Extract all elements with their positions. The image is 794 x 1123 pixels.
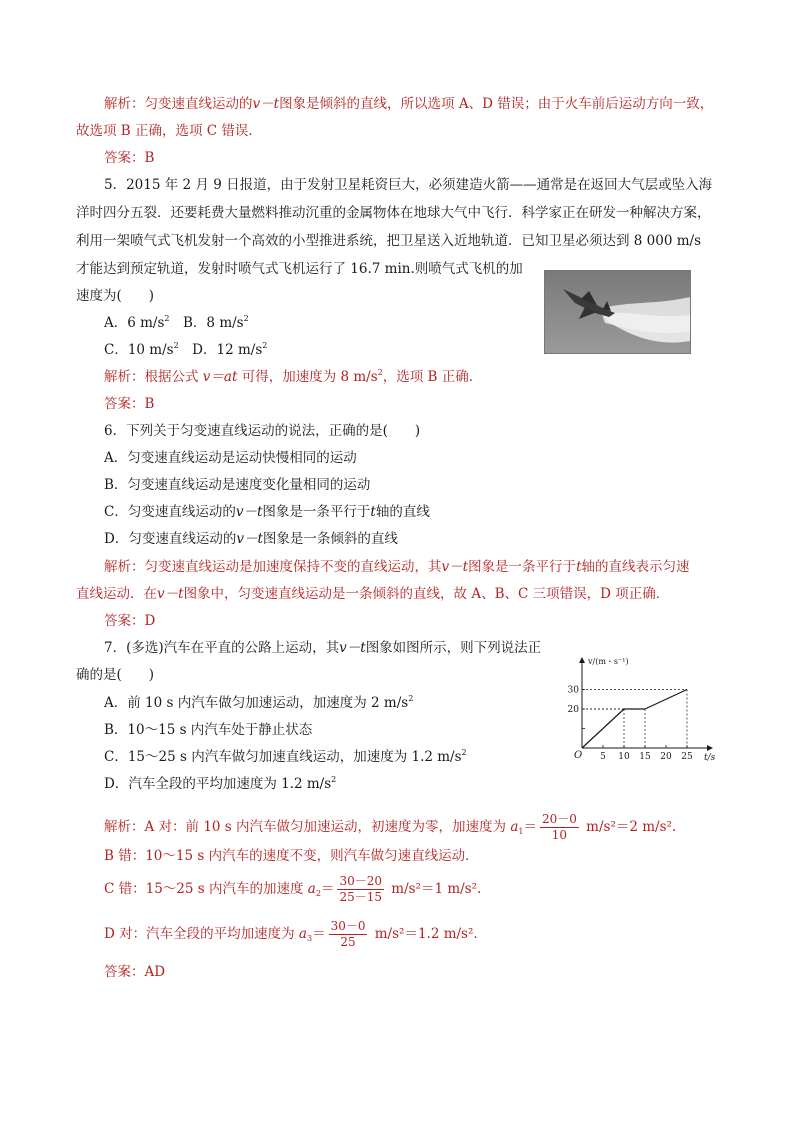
prev-analysis-line2: 故选项 B 正确，选项 C 错误． — [76, 123, 262, 139]
origin-label: O — [574, 750, 583, 761]
text: C．匀变速直线运动的 — [104, 504, 236, 520]
q5-options-ab — [104, 313, 249, 333]
fraction-a — [540, 812, 579, 843]
y-tick-label: 30 — [567, 685, 579, 696]
q6-option-d — [104, 529, 398, 549]
x-tick-label: 25 — [681, 752, 693, 762]
q5-answer: 答案：B — [104, 396, 155, 412]
denominator: 25 — [340, 935, 356, 949]
text: 7．(多选)汽车在平直的公路上运动，其 — [104, 640, 340, 656]
numerator: 30－20 — [339, 874, 382, 888]
q7-option-d — [104, 774, 336, 794]
text: D．匀变速直线运动的 — [104, 531, 237, 547]
q6-option-b: B．匀变速直线运动是速度变化量相同的运动 — [104, 477, 371, 493]
text: 解析：根据公式 — [104, 369, 203, 385]
x-tick-label: 10 — [618, 752, 630, 762]
denominator: 10 — [551, 828, 568, 842]
q5-options-cd — [104, 340, 267, 360]
a-symbol: a — [307, 881, 316, 897]
jet-photo — [544, 270, 691, 354]
denominator: 25－15 — [339, 890, 382, 904]
q7-analysis-d — [104, 917, 478, 951]
text: 可得，加速度为 8 m/s — [237, 369, 378, 385]
q7-analysis-a — [104, 810, 676, 844]
q6-option-a: A．匀变速直线运动是运动快慢相同的运动 — [104, 450, 357, 466]
vt-graph-svg — [567, 652, 730, 764]
q5-analysis — [104, 367, 482, 387]
vt-symbol: v－t — [235, 504, 263, 520]
text: D．汽车全段的平均加速度为 1.2 m/s — [104, 776, 332, 792]
a-symbol: a — [510, 819, 519, 835]
sub: 1 — [518, 827, 524, 836]
q7-option-b: B．10～15 s 内汽车处于静止状态 — [104, 722, 313, 738]
text: 图象中，匀变速直线运动是一条倾斜的直线，故 A、B、C 三项错误，D 项正确． — [183, 586, 670, 602]
text: A．前 10 s 内汽车做匀加速运动，加速度为 2 m/s — [104, 695, 409, 711]
vt-symbol: v－t — [441, 559, 469, 575]
q7-answer: 答案：AD — [104, 964, 166, 980]
q7-option-a — [104, 693, 413, 713]
sup: 2 — [408, 694, 414, 703]
q5-line1: 5．2015 年 2 月 9 日报道，由于发射卫星耗资巨大，必须建造火箭——通常是在返回大气层或坠入海 — [104, 177, 713, 193]
vt-symbol: v－t — [157, 586, 184, 602]
fraction-d — [329, 919, 368, 950]
x-tick-label: 15 — [639, 752, 651, 762]
prev-answer: 答案：B — [104, 150, 155, 166]
text: ，选项 B 正确． — [382, 369, 483, 385]
data-line-segment — [582, 709, 624, 748]
text: 轴的直线 — [375, 504, 430, 520]
q6-answer: 答案：D — [104, 613, 156, 629]
vt-symbol: v－t — [236, 531, 263, 547]
q7-option-c — [104, 747, 467, 767]
q5-line5: 速度为( ) — [76, 288, 155, 304]
t-symbol: t — [370, 504, 376, 520]
option-b: B．8 m/s — [169, 315, 244, 331]
text: m/s²＝1 m/s². — [386, 881, 482, 897]
y-axis-label: v/(m・s⁻¹) — [588, 657, 629, 666]
text: D 对：汽车全段的平均加速度为 — [104, 926, 299, 942]
text: 图象如图所示，则下列说法正 — [365, 640, 542, 656]
sup: 2 — [243, 314, 249, 323]
jet-photo-image — [545, 271, 690, 353]
q6-analysis-line1 — [104, 557, 690, 577]
t-symbol: t — [576, 559, 582, 575]
sup: 2 — [461, 748, 467, 757]
prev-analysis-line1 — [104, 94, 713, 114]
q7-analysis-b: B 错：10～15 s 内汽车的速度不变，则汽车做匀速直线运动． — [104, 848, 479, 864]
text: 图象是一条平行于 — [262, 504, 371, 520]
q7-analysis-c — [104, 872, 481, 906]
text: C 错：15～25 s 内汽车的加速度 — [104, 881, 308, 897]
sup: 2 — [164, 314, 170, 323]
sup: 2 — [173, 341, 179, 350]
numerator: 30－0 — [330, 919, 366, 933]
text: m/s²＝1.2 m/s². — [370, 926, 478, 942]
fraction-c — [337, 874, 384, 905]
text: 图象是倾斜的直线，所以选项 A、D 错误；由于火车前后运动方向一致， — [279, 96, 714, 112]
option-d: D．12 m/s — [178, 342, 263, 358]
y-tick-label: 20 — [567, 705, 579, 715]
vt-symbol: v－t — [339, 640, 366, 656]
q7-stem-line1 — [104, 638, 541, 658]
q7-stem-line2: 确的是( ) — [76, 667, 155, 683]
option-a: A．6 m/s — [104, 315, 165, 331]
sup: 2 — [377, 368, 383, 377]
sub: 2 — [315, 889, 321, 898]
q6-option-c — [104, 502, 430, 522]
numerator: 20－0 — [541, 812, 577, 826]
sup: 2 — [262, 341, 268, 350]
text: 轴的直线表示匀速 — [581, 559, 690, 575]
eq: ＝ — [320, 881, 335, 897]
q5-line3: 利用一架喷气式飞机发射一个高效的小型推进系统，把卫星送入近地轨道．已知卫星必须达到 8 000 m/s — [76, 233, 702, 249]
text: C．15～25 s 内汽车做匀加速直线运动，加速度为 1.2 m/s — [104, 749, 462, 765]
q6-stem: 6．下列关于匀变速直线运动的说法，正确的是( ) — [104, 423, 421, 439]
data-line-segment — [645, 690, 687, 710]
option-c: C．10 m/s — [104, 342, 174, 358]
text: m/s²＝2 m/s². — [581, 819, 677, 835]
x-tick-label: 5 — [600, 752, 606, 762]
q5-line2: 洋时四分五裂．还要耗费大量燃料推动沉重的金属物体在地球大气中飞行．科学家正在研发一种解决方案， — [76, 205, 711, 221]
vt-graph — [567, 652, 730, 764]
sub: 3 — [306, 934, 313, 943]
sup: 2 — [331, 775, 337, 784]
text: 解析：匀变速直线运动的 — [104, 96, 253, 112]
text: 解析：匀变速直线运动是加速度保持不变的直线运动，其 — [104, 559, 442, 575]
vt-symbol: v－t — [252, 96, 280, 112]
a-symbol: a — [298, 926, 307, 942]
text: 图象是一条平行于 — [468, 559, 577, 575]
formula: v＝at — [202, 369, 238, 385]
x-tick-label: 20 — [660, 752, 672, 762]
q5-line4: 才能达到预定轨道，发射时喷气式飞机运行了 16.7 min.则喷气式飞机的加 — [76, 261, 523, 277]
text: 直线运动．在 — [76, 586, 157, 602]
q6-analysis-line2 — [76, 584, 669, 604]
eq: ＝ — [523, 819, 537, 835]
text: 图象是一条倾斜的直线 — [262, 531, 398, 547]
eq: ＝ — [312, 926, 326, 942]
x-axis-label: t/s — [704, 753, 716, 763]
text: 解析：A 对：前 10 s 内汽车做匀加速运动，初速度为零，加速度为 — [104, 819, 511, 835]
